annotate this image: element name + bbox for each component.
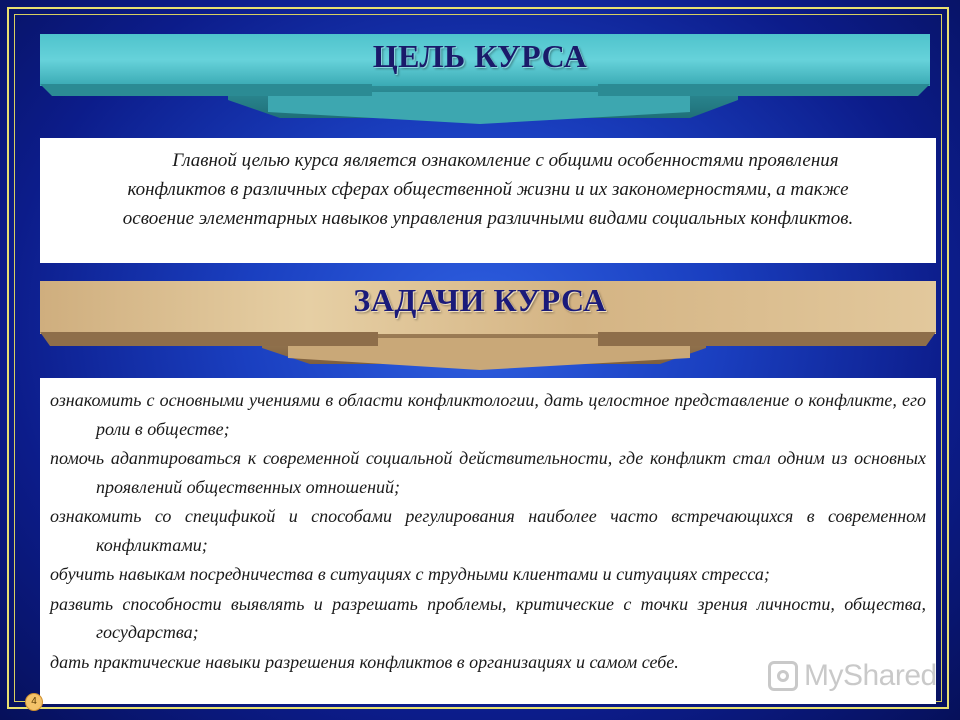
goal-title: ЦЕЛЬ КУРСА: [372, 38, 588, 74]
slide-number: 4: [25, 693, 43, 711]
watermark-text: MyShared: [804, 659, 937, 692]
tasks-title: ЗАДАЧИ КУРСА: [353, 282, 607, 318]
task-item: ознакомить с основными учениями в области конфликтологии, дать целостное представление о конфликте, его роли в обществе;: [50, 390, 926, 439]
goal-description: Главной целью курса является ознакомление с общими особенностями проявления конфликтов в различных сферах общественной жизни и их закономерностями, а также освоение элементарных навыков управления различными видами социальных конфликтов.: [122, 150, 854, 229]
task-item: ознакомить со спецификой и способами регулирования наиболее часто встречающихся в современном конфликтами;: [50, 506, 926, 555]
myshared-logo-icon: [768, 661, 798, 691]
task-item: дать практические навыки разрешения конфликтов в организациях и самом себе.: [50, 651, 679, 672]
task-item: помочь адаптироваться к современной социальной действительности, где конфликт стал одним из основных проявлений общественных отношений;: [50, 448, 926, 497]
tasks-list: [50, 386, 926, 676]
task-item: развить способности выявлять и разрешать проблемы, критические с точки зрения личности, общества, государства;: [50, 593, 926, 642]
task-item: обучить навыкам посредничества в ситуациях с трудными клиентами и ситуациях стресса;: [50, 564, 770, 584]
watermark: [768, 656, 937, 696]
goal-text-box: [40, 138, 936, 263]
